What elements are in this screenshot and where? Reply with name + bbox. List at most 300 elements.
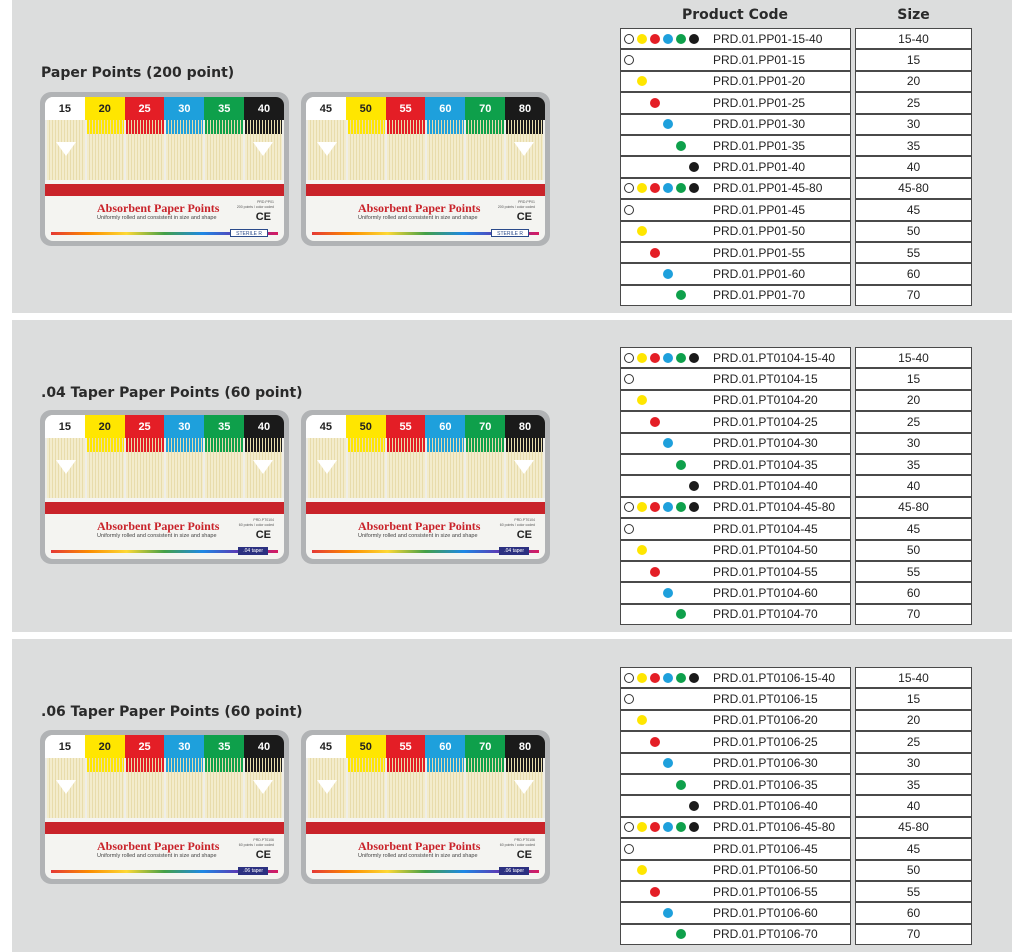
colored-tips — [506, 758, 544, 772]
product-code-cell — [620, 28, 851, 49]
product-code-text: PRD.01.PT0104-15-40 — [713, 350, 836, 365]
colored-tips — [427, 120, 465, 134]
size-cell: 30 — [855, 114, 972, 135]
brand-label: Absorbent Paper Points — [358, 839, 481, 853]
color-dot-icon — [650, 34, 660, 44]
paper-point-bundle — [348, 120, 386, 180]
paper-point-bundle — [245, 438, 283, 498]
colored-tips — [166, 758, 204, 772]
down-arrow-icon — [253, 780, 273, 794]
product-code-cell — [620, 710, 851, 731]
table-row — [620, 475, 972, 496]
color-dots — [621, 711, 713, 730]
product-code-text: PRD.01.PT0106-15-40 — [713, 670, 836, 685]
size-cell: 35 — [855, 774, 972, 795]
color-dots — [621, 519, 713, 538]
size-cell: 40 — [855, 795, 972, 816]
size-cell: 15-40 — [855, 347, 972, 368]
product-code-cell — [620, 242, 851, 263]
paper-point-bundle — [427, 120, 465, 180]
color-dot-icon — [637, 226, 647, 236]
product-code-cell — [620, 221, 851, 242]
product-code-cell — [620, 688, 851, 709]
paper-point-bundle — [205, 758, 243, 818]
product-box-image — [301, 730, 550, 884]
product-code-cell — [620, 795, 851, 816]
product-code-text: PRD.01.PT0104-40 — [713, 479, 818, 494]
paper-point-bundle — [387, 120, 425, 180]
size-color-cell: 45 — [306, 97, 346, 120]
product-code-cell — [620, 497, 851, 518]
box-subtitle: 60 points / color coded — [238, 843, 274, 847]
paper-point-bundle — [87, 758, 125, 818]
product-code-text: PRD.01.PT0104-35 — [713, 457, 818, 472]
size-color-cell: 55 — [386, 735, 426, 758]
size-color-cell: 15 — [45, 735, 85, 758]
table-row — [620, 710, 972, 731]
product-code-cell — [620, 433, 851, 454]
product-code-text: PRD.01.PT0104-45 — [713, 521, 818, 536]
color-dots — [621, 136, 713, 155]
down-arrow-icon — [56, 142, 76, 156]
color-dots — [621, 861, 713, 880]
size-color-cell: 50 — [346, 97, 386, 120]
down-arrow-icon — [56, 780, 76, 794]
size-color-cell: 50 — [346, 415, 386, 438]
color-dot-icon — [637, 865, 647, 875]
paper-point-bundle — [308, 120, 346, 180]
colored-tips — [466, 758, 504, 772]
product-code-cell — [620, 178, 851, 199]
colored-tips — [387, 758, 425, 772]
color-dots — [621, 796, 713, 815]
paper-point-bundle — [348, 758, 386, 818]
color-dot-icon — [650, 417, 660, 427]
product-box-image — [301, 92, 550, 246]
color-dot-icon — [663, 758, 673, 768]
table-row — [620, 688, 972, 709]
product-code-cell — [620, 347, 851, 368]
product-code-cell — [620, 285, 851, 306]
color-dots — [621, 115, 713, 134]
size-color-cell: 30 — [164, 97, 204, 120]
table-row — [620, 49, 972, 70]
color-dots — [621, 264, 713, 283]
color-dots — [621, 818, 713, 837]
color-dots — [621, 29, 713, 48]
table-row — [620, 795, 972, 816]
size-color-cell: 30 — [164, 415, 204, 438]
color-dot-icon — [676, 822, 686, 832]
table-row — [620, 433, 972, 454]
table-row — [620, 860, 972, 881]
paper-point-bundle — [245, 758, 283, 818]
size-color-cell: 55 — [386, 97, 426, 120]
product-code-cell — [620, 604, 851, 625]
paper-point-bundle — [126, 438, 164, 498]
size-cell: 15-40 — [855, 667, 972, 688]
brand-label: Absorbent Paper Points — [358, 519, 481, 533]
product-code-cell — [620, 518, 851, 539]
color-dot-icon — [650, 502, 660, 512]
color-dot-icon — [624, 353, 634, 363]
red-stripe — [306, 502, 545, 514]
tagline-label: Uniformly rolled and consistent in size and shape — [97, 215, 217, 221]
product-box-face — [306, 97, 545, 241]
paper-point-bundle — [427, 438, 465, 498]
color-dot-icon — [663, 908, 673, 918]
product-code-table — [620, 667, 972, 945]
color-dots — [621, 412, 713, 431]
table-row — [620, 454, 972, 475]
paper-points-tray — [45, 120, 284, 180]
size-cell: 55 — [855, 881, 972, 902]
size-color-cell: 80 — [505, 415, 545, 438]
color-dots — [621, 925, 713, 944]
size-color-cell: 20 — [85, 97, 125, 120]
product-code-text: PRD.01.PT0106-35 — [713, 777, 818, 792]
color-dot-icon — [650, 887, 660, 897]
color-dot-icon — [676, 183, 686, 193]
section-title: Paper Points (200 point) — [41, 65, 235, 81]
down-arrow-icon — [317, 142, 337, 156]
color-dot-icon — [624, 205, 634, 215]
size-color-bar — [45, 97, 284, 120]
color-dot-icon — [637, 545, 647, 555]
table-row — [620, 838, 972, 859]
colored-tips — [348, 120, 386, 134]
color-dot-icon — [663, 673, 673, 683]
box-code-label — [239, 838, 274, 848]
color-dot-icon — [689, 34, 699, 44]
table-row — [620, 902, 972, 923]
product-code-text: PRD.01.PP01-15-40 — [713, 31, 823, 46]
product-code-cell — [620, 411, 851, 432]
size-color-cell: 15 — [45, 97, 85, 120]
color-dot-icon — [650, 183, 660, 193]
down-arrow-icon — [514, 460, 534, 474]
size-color-cell: 50 — [346, 735, 386, 758]
product-box-image — [40, 410, 289, 564]
product-code-text: PRD.01.PT0106-60 — [713, 905, 818, 920]
product-code-text: PRD.01.PP01-45-80 — [713, 181, 823, 196]
colored-tips — [126, 438, 164, 452]
product-code-text: PRD.01.PP01-70 — [713, 288, 806, 303]
brand-label: Absorbent Paper Points — [358, 201, 481, 215]
color-dots — [621, 243, 713, 262]
product-code-cell — [620, 860, 851, 881]
color-dots — [621, 348, 713, 367]
box-subtitle: 200 points / color coded — [236, 205, 274, 209]
colored-tips — [245, 438, 283, 452]
color-dots — [621, 72, 713, 91]
table-row — [620, 178, 972, 199]
color-dots — [621, 882, 713, 901]
size-cell: 45 — [855, 838, 972, 859]
size-cell: 70 — [855, 924, 972, 945]
color-dot-icon — [689, 822, 699, 832]
color-dot-icon — [650, 248, 660, 258]
product-code-cell — [620, 731, 851, 752]
brand-label: Absorbent Paper Points — [97, 201, 220, 215]
color-dot-icon — [650, 822, 660, 832]
ce-mark: CE — [255, 529, 271, 541]
color-dot-icon — [624, 34, 634, 44]
ce-mark: CE — [255, 849, 271, 861]
section-title: .06 Taper Paper Points (60 point) — [41, 704, 303, 720]
table-row — [620, 667, 972, 688]
product-code-text: PRD.01.PT0106-50 — [713, 863, 818, 878]
color-dot-icon — [624, 183, 634, 193]
colored-tips — [427, 438, 465, 452]
colored-tips — [506, 438, 544, 452]
product-code-text: PRD.01.PT0106-40 — [713, 799, 818, 814]
paper-point-bundle — [87, 438, 125, 498]
down-arrow-icon — [317, 460, 337, 474]
box-code-label — [237, 200, 274, 210]
product-code-cell — [620, 199, 851, 220]
colored-tips — [166, 120, 204, 134]
color-dot-icon — [637, 395, 647, 405]
size-color-bar — [306, 735, 545, 758]
size-color-cell: 60 — [425, 735, 465, 758]
box-code: PRD.PP01 — [518, 200, 535, 204]
color-dot-icon — [663, 588, 673, 598]
product-code-cell — [620, 838, 851, 859]
color-dots — [621, 286, 713, 305]
size-cell: 30 — [855, 753, 972, 774]
color-dots — [621, 903, 713, 922]
color-dot-icon — [676, 780, 686, 790]
size-cell: 60 — [855, 263, 972, 284]
color-dots — [621, 369, 713, 388]
paper-point-bundle — [166, 438, 204, 498]
colored-tips — [348, 758, 386, 772]
color-dot-icon — [676, 502, 686, 512]
size-color-cell: 30 — [164, 735, 204, 758]
color-dot-icon — [689, 673, 699, 683]
color-dot-icon — [637, 673, 647, 683]
colored-tips — [47, 120, 85, 134]
color-dots — [621, 200, 713, 219]
product-code-text: PRD.01.PT0106-30 — [713, 756, 818, 771]
box-subtitle: 60 points / color coded — [499, 523, 535, 527]
down-arrow-icon — [253, 142, 273, 156]
size-cell: 35 — [855, 454, 972, 475]
color-dot-icon — [650, 353, 660, 363]
table-row — [620, 71, 972, 92]
colored-tips — [348, 438, 386, 452]
colored-tips — [126, 758, 164, 772]
color-dot-icon — [663, 183, 673, 193]
color-dots — [621, 222, 713, 241]
product-code-cell — [620, 561, 851, 582]
box-chip-label: STERILE R — [230, 229, 268, 237]
table-row — [620, 753, 972, 774]
size-color-bar — [45, 735, 284, 758]
size-cell: 15 — [855, 368, 972, 389]
paper-point-bundle — [506, 438, 544, 498]
paper-point-bundle — [87, 120, 125, 180]
product-code-text: PRD.01.PT0106-70 — [713, 927, 818, 942]
color-dot-icon — [624, 822, 634, 832]
table-row — [620, 731, 972, 752]
size-cell: 55 — [855, 561, 972, 582]
product-code-text: PRD.01.PT0104-55 — [713, 564, 818, 579]
product-code-cell — [620, 390, 851, 411]
table-row — [620, 411, 972, 432]
size-cell: 15 — [855, 688, 972, 709]
box-code: PRD.PT0106 — [253, 838, 274, 842]
color-dot-icon — [676, 34, 686, 44]
product-code-cell — [620, 753, 851, 774]
color-dots — [621, 498, 713, 517]
product-code-cell — [620, 924, 851, 945]
down-arrow-icon — [514, 780, 534, 794]
table-row — [620, 28, 972, 49]
product-code-cell — [620, 667, 851, 688]
table-row — [620, 135, 972, 156]
color-dot-icon — [637, 76, 647, 86]
red-stripe — [45, 184, 284, 196]
product-code-cell — [620, 49, 851, 70]
product-code-text: PRD.01.PT0104-15 — [713, 372, 818, 387]
table-row — [620, 924, 972, 945]
colored-tips — [205, 758, 243, 772]
color-dot-icon — [689, 801, 699, 811]
colored-tips — [205, 120, 243, 134]
product-code-text: PRD.01.PT0104-50 — [713, 543, 818, 558]
product-box-face — [45, 415, 284, 559]
colored-tips — [47, 438, 85, 452]
color-dots — [621, 179, 713, 198]
color-dot-icon — [676, 460, 686, 470]
table-row — [620, 114, 972, 135]
colored-tips — [308, 758, 346, 772]
color-dot-icon — [676, 609, 686, 619]
color-dots — [621, 689, 713, 708]
size-cell: 45-80 — [855, 178, 972, 199]
box-code: PRD.PT0104 — [514, 518, 535, 522]
size-color-cell: 60 — [425, 97, 465, 120]
color-dots — [621, 391, 713, 410]
product-code-text: PRD.01.PP01-15 — [713, 53, 806, 68]
table-row — [620, 368, 972, 389]
size-cell: 35 — [855, 135, 972, 156]
product-code-text: PRD.01.PP01-20 — [713, 74, 806, 89]
colored-tips — [308, 120, 346, 134]
size-cell: 20 — [855, 390, 972, 411]
color-dots — [621, 50, 713, 69]
size-color-cell: 40 — [244, 97, 284, 120]
product-box-image — [40, 730, 289, 884]
product-box-image — [301, 410, 550, 564]
color-dot-icon — [624, 55, 634, 65]
size-cell: 60 — [855, 582, 972, 603]
color-dot-icon — [663, 269, 673, 279]
product-code-text: PRD.01.PP01-55 — [713, 245, 806, 260]
paper-point-bundle — [466, 120, 504, 180]
brand-label: Absorbent Paper Points — [97, 519, 220, 533]
product-code-text: PRD.01.PT0104-30 — [713, 436, 818, 451]
colored-tips — [87, 438, 125, 452]
paper-points-tray — [306, 120, 545, 180]
color-dot-icon — [637, 353, 647, 363]
product-code-table — [620, 347, 972, 625]
paper-point-bundle — [126, 758, 164, 818]
paper-point-bundle — [466, 758, 504, 818]
paper-point-bundle — [387, 758, 425, 818]
size-cell: 25 — [855, 411, 972, 432]
paper-points-tray — [45, 758, 284, 818]
color-dot-icon — [663, 502, 673, 512]
colored-tips — [387, 438, 425, 452]
box-subtitle: 60 points / color coded — [238, 523, 274, 527]
product-code-text: PRD.01.PP01-40 — [713, 160, 806, 175]
color-dot-icon — [676, 141, 686, 151]
paper-points-tray — [306, 758, 545, 818]
section-title: .04 Taper Paper Points (60 point) — [41, 385, 303, 401]
size-color-cell: 35 — [204, 415, 244, 438]
product-code-cell — [620, 475, 851, 496]
size-color-cell: 25 — [125, 97, 165, 120]
product-code-text: PRD.01.PP01-25 — [713, 95, 806, 110]
paper-point-bundle — [506, 758, 544, 818]
colored-tips — [166, 438, 204, 452]
table-row — [620, 604, 972, 625]
product-code-text: PRD.01.PT0106-15 — [713, 692, 818, 707]
product-code-text: PRD.01.PT0104-45-80 — [713, 500, 836, 515]
table-row — [620, 263, 972, 284]
down-arrow-icon — [253, 460, 273, 474]
product-code-cell — [620, 881, 851, 902]
size-color-cell: 45 — [306, 415, 346, 438]
size-color-bar — [45, 415, 284, 438]
product-code-text: PRD.01.PP01-60 — [713, 266, 806, 281]
product-code-text: PRD.01.PT0106-45 — [713, 841, 818, 856]
color-dot-icon — [624, 673, 634, 683]
colored-tips — [308, 438, 346, 452]
product-code-header: Product Code — [681, 7, 789, 23]
box-code-label — [498, 200, 535, 210]
product-code-text: PRD.01.PP01-45 — [713, 202, 806, 217]
size-cell: 25 — [855, 731, 972, 752]
down-arrow-icon — [514, 142, 534, 156]
table-row — [620, 518, 972, 539]
color-dots — [621, 455, 713, 474]
paper-points-tray — [306, 438, 545, 498]
color-dots — [621, 476, 713, 495]
product-box-face — [306, 415, 545, 559]
red-stripe — [45, 822, 284, 834]
size-color-cell: 25 — [125, 735, 165, 758]
color-dot-icon — [676, 929, 686, 939]
ce-mark: CE — [516, 529, 532, 541]
color-dots — [621, 157, 713, 176]
color-dot-icon — [624, 694, 634, 704]
size-cell: 50 — [855, 540, 972, 561]
paper-point-bundle — [47, 758, 85, 818]
product-code-text: PRD.01.PT0106-45-80 — [713, 820, 836, 835]
size-color-cell: 60 — [425, 415, 465, 438]
product-code-cell — [620, 114, 851, 135]
color-dots — [621, 562, 713, 581]
down-arrow-icon — [56, 460, 76, 474]
paper-point-bundle — [47, 438, 85, 498]
colored-tips — [126, 120, 164, 134]
color-dot-icon — [689, 481, 699, 491]
size-cell: 50 — [855, 221, 972, 242]
